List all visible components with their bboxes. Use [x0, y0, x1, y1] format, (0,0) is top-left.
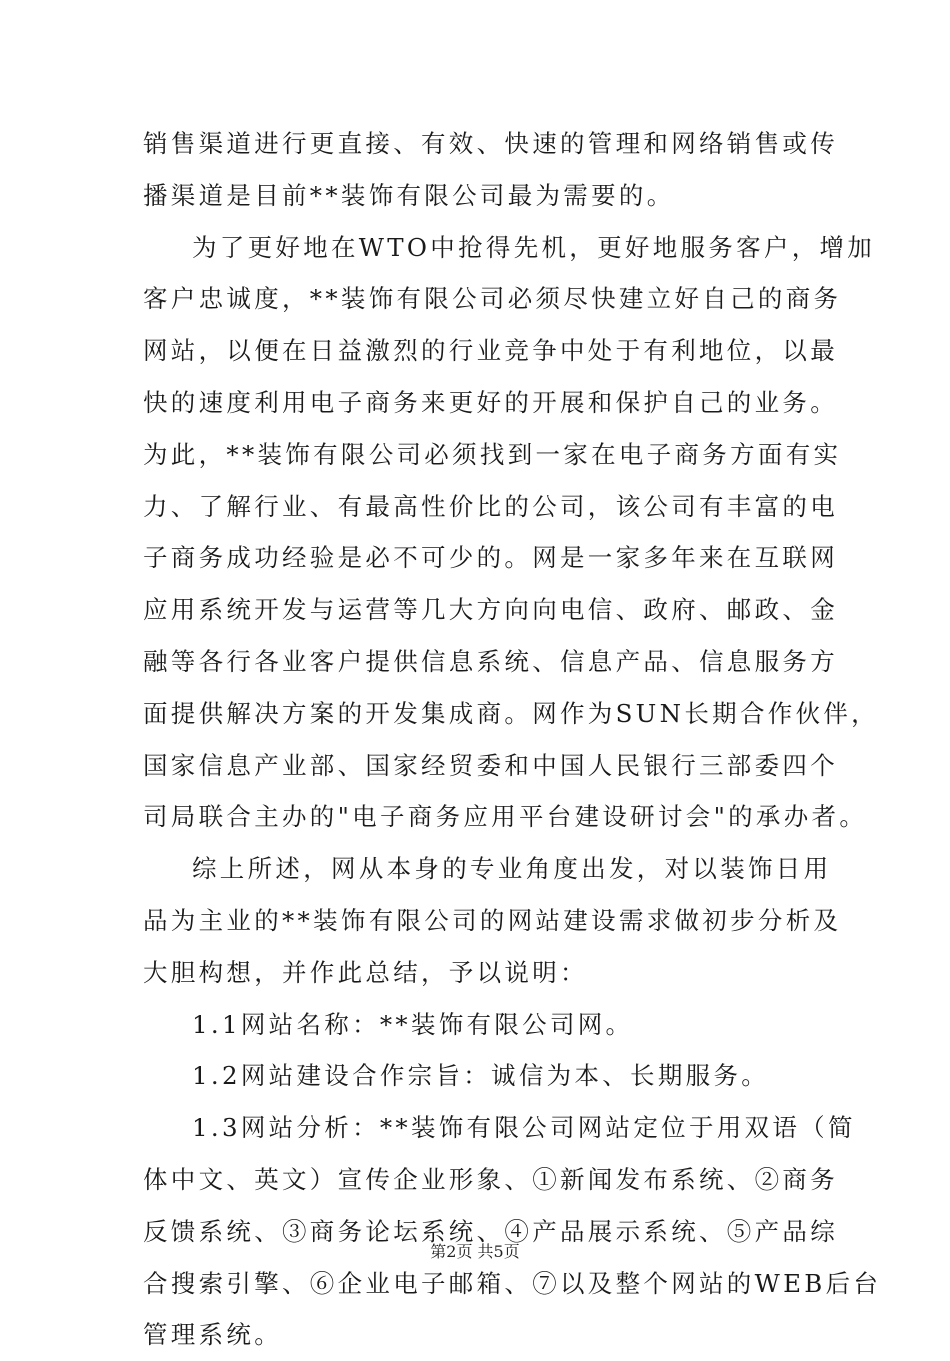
- text-line: 合搜索引擎、⑥企业电子邮箱、⑦以及整个网站的WEB后台: [143, 1268, 882, 1298]
- text-line: 播渠道是目前**装饰有限公司最为需要的。: [143, 180, 675, 210]
- text-line: 应用系统开发与运营等几大方向向电信、政府、邮政、金: [143, 595, 838, 625]
- text-line: 司局联合主办的"电子商务应用平台建设研讨会"的承办者。: [143, 802, 868, 832]
- section-item-line: 1.3网站分析：**装饰有限公司网站定位于用双语（简: [192, 1113, 856, 1143]
- text-line: 反馈系统、③商务论坛系统、④产品展示系统、⑤产品综: [143, 1216, 838, 1246]
- text-line: 子商务成功经验是必不可少的。网是一家多年来在互联网: [143, 543, 838, 573]
- text-line: 体中文、英文）宣传企业形象、①新闻发布系统、②商务: [143, 1164, 838, 1194]
- paragraph-start-line: 综上所述，网从本身的专业角度出发，对以装饰日用: [192, 854, 832, 884]
- text-line: 国家信息产业部、国家经贸委和中国人民银行三部委四个: [143, 750, 838, 780]
- text-line: 品为主业的**装饰有限公司的网站建设需求做初步分析及: [143, 905, 842, 935]
- paragraph-start-line: 为了更好地在WTO中抢得先机，更好地服务客户，增加: [192, 232, 876, 262]
- text-line: 快的速度利用电子商务来更好的开展和保护自己的业务。: [143, 387, 838, 417]
- text-line: 面提供解决方案的开发集成商。网作为SUN长期合作伙伴，: [143, 698, 879, 728]
- section-item-line: 1.1网站名称：**装饰有限公司网。: [192, 1009, 634, 1039]
- document-body: [143, 118, 882, 1361]
- text-line: 客户忠诚度，**装饰有限公司必须尽快建立好自己的商务: [143, 284, 842, 314]
- text-line: 力、了解行业、有最高性价比的公司，该公司有丰富的电: [143, 491, 838, 521]
- text-line: 融等各行各业客户提供信息系统、信息产品、信息服务方: [143, 646, 838, 676]
- text-line: 为此，**装饰有限公司必须找到一家在电子商务方面有实: [143, 439, 842, 469]
- page-number-footer: 第2页 共5页: [430, 1242, 520, 1261]
- text-line: 网站，以便在日益激烈的行业竞争中处于有利地位，以最: [143, 336, 838, 366]
- text-line: 销售渠道进行更直接、有效、快速的管理和网络销售或传: [143, 129, 838, 158]
- section-item-line: 1.2网站建设合作宗旨：诚信为本、长期服务。: [192, 1061, 770, 1091]
- text-line: 管理系统。: [143, 1320, 282, 1350]
- text-line: 大胆构想，并作此总结，予以说明：: [143, 957, 588, 987]
